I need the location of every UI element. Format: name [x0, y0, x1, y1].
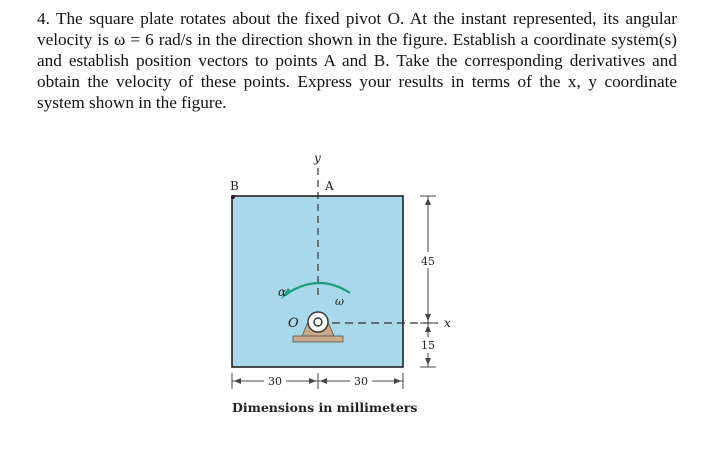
pivot-pin-inner	[314, 318, 322, 326]
angle-label: α	[278, 285, 287, 299]
dim-arrow-mid-left-icon	[309, 378, 316, 384]
dim-left-30-label: 30	[268, 375, 282, 388]
figure-caption: Dimensions in millimeters	[232, 400, 418, 415]
pivot-base	[293, 336, 343, 342]
dim-arrow-mid-down-icon	[425, 325, 431, 332]
pivot-label: O	[288, 316, 299, 331]
y-axis-label: y	[314, 151, 321, 165]
omega-label: ω	[335, 295, 344, 308]
dim-arrow-mid-up-icon	[425, 314, 431, 321]
dim-arrow-right-icon	[394, 378, 401, 384]
dim-arrow-left-icon	[234, 378, 241, 384]
dim-15-label: 15	[421, 339, 435, 352]
point-a-label: A	[325, 179, 334, 193]
dim-45-label: 45	[421, 255, 435, 268]
x-axis-label: x	[444, 316, 451, 330]
problem-text: 4. The square plate rotates about the fixed pivot O. At the instant represented, its angular velocity is ω = 6 rad/s in the direction shown in the figure. Establish a coordinate system(s) and establish position vectors to points A and B. Take the corresponding derivatives and obtain the velocity of these points. Express your results in terms of the x, y coordinate system shown in the figure.	[37, 9, 677, 112]
point-b-marker	[231, 195, 235, 199]
dim-arrow-bottom-icon	[425, 358, 431, 365]
point-b-label: B	[230, 179, 239, 193]
dim-arrow-top-icon	[425, 198, 431, 205]
dim-right-30-label: 30	[354, 375, 368, 388]
dim-arrow-mid-right-icon	[320, 378, 327, 384]
